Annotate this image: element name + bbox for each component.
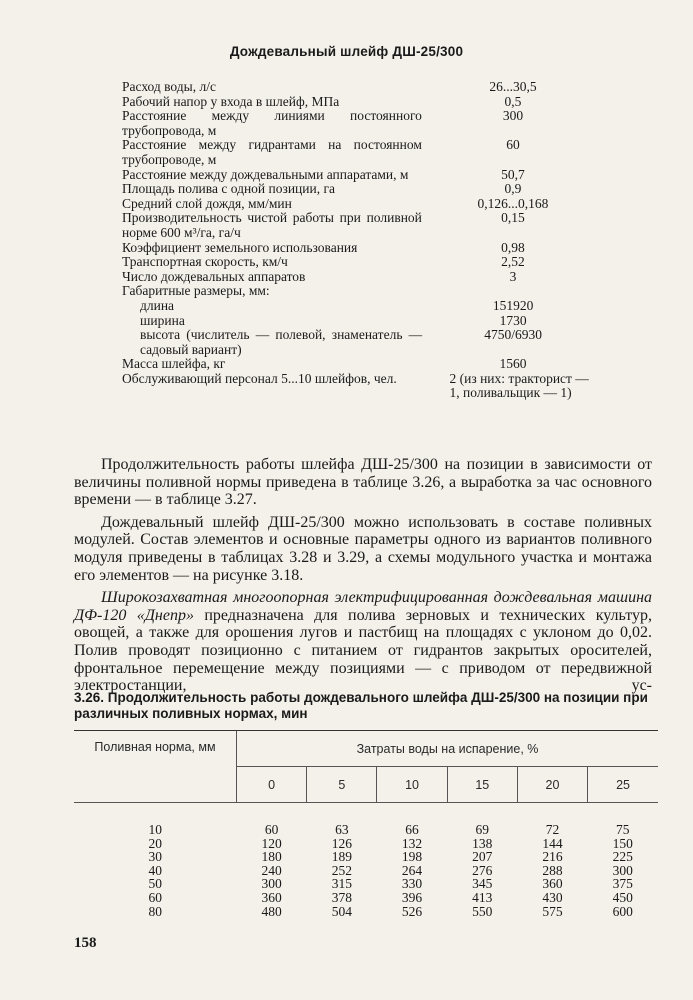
value-cell: 252 [331,862,352,878]
spec-label: высота (числитель — полевой, знаменатель — садовый вариант) [140,327,423,357]
table-row [74,864,658,878]
value-cell: 480 [261,903,282,919]
spec-value: 26...30,5 [489,79,537,94]
value-cell: 450 [612,889,633,905]
paragraph-text: Дождевальный шлейф ДШ-25/300 можно использовать в составе поливных модулей. Состав элементов и основные параметры одного из вариантов поливного модуля приведены в таблицах 3.28 и 3.29, а схемы модульного участка и монтажа его элементов — на рисунке 3.18. [74,513,652,584]
body-text [74,456,652,695]
spec-label: Число дождевальных аппаратов [122,268,306,284]
value-cell: 69 [475,822,490,837]
spec-label: длина [140,297,175,313]
column-header: 0 [237,767,307,803]
value-cell: 240 [261,862,282,878]
spec-row [122,270,592,285]
norm-cell: 80 [148,903,162,919]
spec-value: 3 [509,268,517,284]
spec-row [122,95,592,110]
paragraph-text: Продолжительность работы шлейфа ДШ-25/300 на позиции в зависимости от величины поливной нормы приведена в таблице 3.26, а выработка за час основного времени — в таблице 3.27. [74,456,652,509]
value-cell: 276 [472,862,493,878]
spec-label: Габаритные размеры, мм: [122,283,270,299]
value-cell: 430 [542,889,563,905]
norm-cell: 20 [148,835,162,851]
spec-value: 0,126...0,168 [477,195,549,211]
norm-cell: 10 [148,822,162,837]
value-cell: 413 [472,889,493,905]
value-cell: 375 [612,876,633,892]
table-row [74,877,658,891]
spec-row [122,138,592,167]
norm-cell: 60 [148,889,162,905]
spec-row [122,299,592,314]
group-header: Затраты воды на испарение, % [237,731,659,767]
value-cell: 378 [331,889,352,905]
spec-row [122,109,592,138]
value-cell: 72 [545,822,560,837]
spec-label: Расстояние между гидрантами на постоянном трубопроводе, м [122,137,422,167]
spec-row [122,211,592,240]
column-header: 5 [307,767,377,803]
value-cell: 180 [261,849,282,865]
table-row [74,837,658,851]
value-cell: 132 [401,835,423,851]
value-cell: 300 [612,862,633,878]
table-row [74,850,658,864]
spec-label: Производительность чистой работы при поливной норме 600 м³/га, га/ч [122,210,422,240]
value-cell: 360 [542,876,563,892]
value-cell: 189 [331,849,352,865]
value-cell: 504 [331,903,352,919]
norm-cell: 40 [148,862,162,878]
spec-label: Рабочий напор у входа в шлейф, МПа [122,93,340,109]
value-cell: 330 [401,876,423,892]
value-cell: 345 [472,876,493,892]
norm-cell: 30 [148,849,162,865]
norm-cell: 50 [148,876,162,892]
spec-row [122,372,592,401]
spec-value [434,284,592,299]
spec-label: ширина [140,312,185,328]
value-cell: 144 [542,835,563,851]
table-row [74,891,658,905]
value-cell: 575 [542,903,563,919]
spec-row [122,197,592,212]
spec-value: 2 (из них: тракторист — 1, поливальщик — 1) [449,370,589,401]
spec-label: Масса шлейфа, кг [122,356,226,372]
value-cell: 550 [472,903,493,919]
value-cell: 396 [401,889,423,905]
spec-label: Транспортная скорость, км/ч [122,254,288,270]
column-header: 10 [377,767,447,803]
table-row [74,803,658,837]
value-cell: 207 [472,849,493,865]
spec-row [122,255,592,270]
spec-row [122,182,592,197]
spec-value: 151920 [492,297,534,313]
spec-value: 300 [502,108,524,124]
spec-row [122,357,592,372]
value-cell: 120 [261,835,282,851]
spec-label: Площадь полива с одной позиции, га [122,181,336,197]
spec-row [122,168,592,183]
column-header: 15 [447,767,517,803]
duration-table [74,730,658,918]
spec-value: 0,5 [504,93,522,109]
value-cell: 288 [542,862,563,878]
spec-label: Расстояние между дождевальными аппаратами, м [122,166,409,182]
value-cell: 126 [331,835,352,851]
spec-label: Расход воды, л/с [122,79,216,94]
table-caption: 3.26. Продолжительность работы дождевального шлейфа ДШ-25/300 на позиции при различных поливных нормах, мин [74,690,648,721]
paragraph-text: предназначена для полива зерновых и технических культур, овощей, а также для орошения лугов и пастбищ на площадях с уклоном до 0,02. Полив проводят позиционно с питанием от гидрантов закрытых оросителей, фронтальное перемещение между позициями — с приводом от передвижной электростанции, ус- [74,606,653,695]
spec-value: 60 [506,137,520,153]
value-cell: 264 [401,862,423,878]
section-title: Дождевальный шлейф ДШ-25/300 [229,44,464,59]
spec-row [122,241,592,256]
value-cell: 75 [616,822,630,837]
paragraph [74,589,652,695]
italic-term: Широкозахватная многоопорная электрифицированная дождевальная машина ДФ-120 «Днепр» [74,589,652,624]
spec-row [122,80,592,95]
column-header: 25 [588,767,658,803]
spec-row [122,284,592,299]
table-row [74,905,658,919]
page-number: 158 [74,935,97,951]
value-cell: 60 [264,822,279,837]
spec-value: 1730 [499,312,527,328]
paragraph [74,456,652,509]
value-cell: 66 [405,822,419,837]
spec-value: 0,9 [504,181,522,197]
spec-row [122,314,592,329]
value-cell: 150 [612,835,633,851]
spec-label: Обслуживающий персонал 5...10 шлейфов, чел. [122,370,397,386]
spec-value: 1560 [499,356,527,372]
value-cell: 216 [542,849,563,865]
value-cell: 63 [335,822,349,837]
value-cell: 600 [612,903,633,919]
value-cell: 315 [331,876,352,892]
row-header: Поливная норма, мм [74,731,237,803]
spec-row [122,328,592,357]
spec-label: Средний слой дождя, мм/мин [122,195,292,211]
spec-value: 0,98 [501,239,525,255]
value-cell: 138 [472,835,493,851]
spec-value: 2,52 [501,254,525,270]
column-header: 20 [517,767,587,803]
value-cell: 300 [261,876,282,892]
spec-value: 50,7 [501,166,525,182]
spec-label: Расстояние между линиями постоянного трубопровода, м [122,108,422,138]
spec-list [122,80,592,401]
spec-value: 4750/6930 [484,327,542,343]
paragraph [74,514,652,584]
value-cell: 526 [401,903,423,919]
spec-value: 0,15 [501,210,525,226]
value-cell: 225 [612,849,633,865]
spec-label: Коэффициент земельного использования [122,239,358,255]
value-cell: 360 [261,889,282,905]
value-cell: 198 [401,849,423,865]
